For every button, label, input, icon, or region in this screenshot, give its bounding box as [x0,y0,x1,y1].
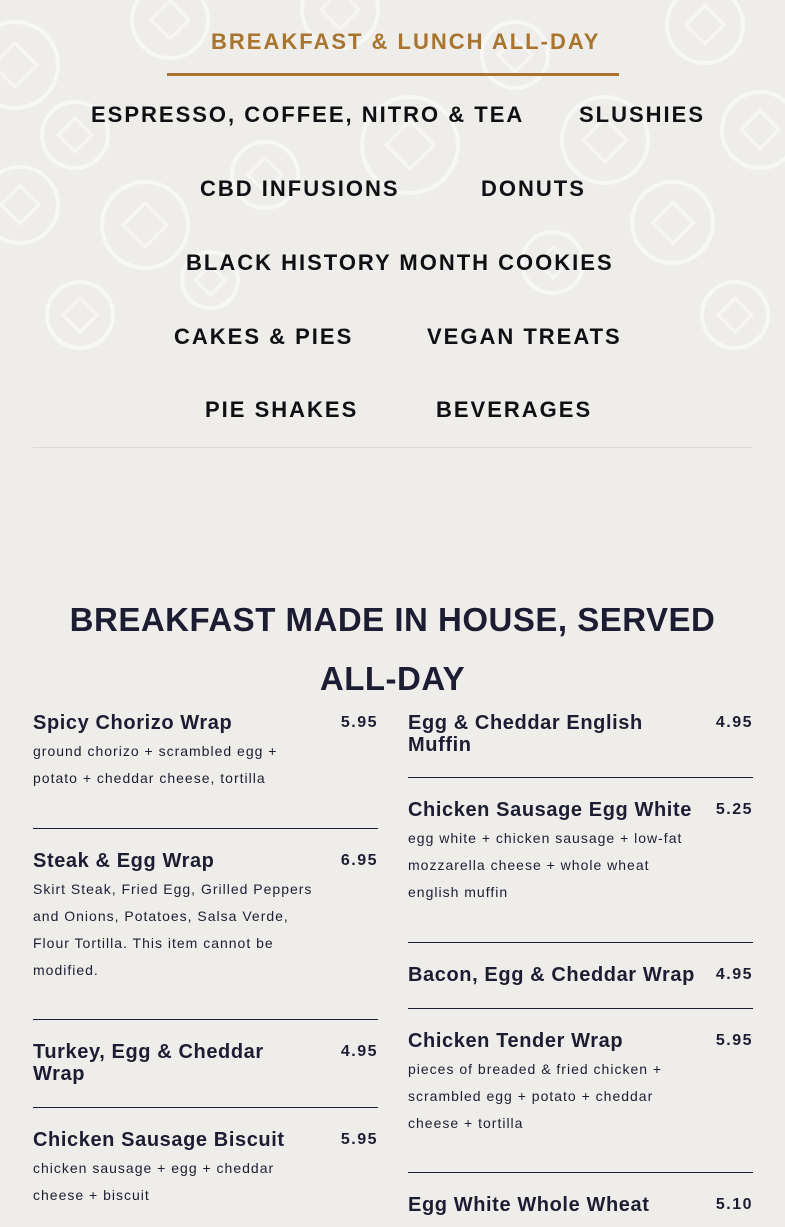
menu-item [33,712,378,792]
menu-item-name: Egg White Whole Wheat [408,1194,650,1216]
nav-link-cbd-infusions[interactable]: CBD INFUSIONS [200,176,400,201]
pattern-logo-icon [130,0,210,60]
menu-item-name: Turkey, Egg & Cheddar Wrap [33,1041,264,1085]
menu-item-description: ground chorizo + scrambled egg + potato + cheddar cheese, tortilla [33,743,278,786]
pattern-logo-icon [630,180,715,265]
decorative-pattern [0,0,785,440]
pattern-logo-icon [665,0,745,65]
menu-item-price: 6.95 [340,852,378,869]
menu-item [408,964,753,986]
nav-link-espresso[interactable]: ESPRESSO, COFFEE, NITRO & TEA [91,102,525,127]
menu-item-divider [33,1019,378,1020]
menu-item-price: 5.95 [340,1131,378,1148]
pattern-logo-icon [45,280,115,350]
menu-item-name: Bacon, Egg & Cheddar Wrap [408,964,695,986]
menu-item [408,1030,753,1137]
menu-item-divider [408,1172,753,1173]
menu-item-divider [408,1008,753,1009]
menu-item [408,712,753,756]
menu-item-price: 4.95 [715,966,753,983]
nav-link-donuts[interactable]: DONUTS [481,176,586,201]
menu-item-divider [408,942,753,943]
active-tab-underline [167,73,619,76]
pattern-logo-icon [700,280,770,350]
menu-item-price: 5.10 [715,1196,753,1213]
menu-item [408,1194,753,1216]
pattern-logo-icon [0,20,60,110]
menu-item-name: Spicy Chorizo Wrap [33,712,233,734]
nav-link-vegan-treats[interactable]: VEGAN TREATS [427,324,622,349]
menu-item-price: 5.95 [340,714,378,731]
menu-item-description: pieces of breaded & fried chicken + scrambled egg + potato + cheddar cheese + tortilla [408,1061,663,1131]
menu-item-price: 5.95 [715,1032,753,1049]
section-title: BREAKFAST MADE IN HOUSE, SERVED ALL-DAY [69,601,716,697]
pattern-logo-icon [720,90,785,170]
menu-item-divider [33,1107,378,1108]
menu-item-name: Chicken Tender Wrap [408,1030,624,1052]
nav-link-breakfast-lunch[interactable]: BREAKFAST & LUNCH ALL-DAY [211,29,601,54]
menu-item-price: 4.95 [715,714,753,731]
menu-item [33,1129,378,1209]
nav-link-cakes-pies[interactable]: CAKES & PIES [174,324,354,349]
menu-item-name: Chicken Sausage Egg White [408,799,692,821]
menu-item-name: Chicken Sausage Biscuit [33,1129,285,1151]
menu-item [408,799,753,906]
nav-divider [33,447,753,448]
menu-item-divider [408,777,753,778]
menu-item [33,850,378,984]
menu-item-name: Egg & Cheddar English Muffin [408,712,643,756]
menu-item-price: 4.95 [340,1043,378,1060]
menu-item-price: 5.25 [715,801,753,818]
pattern-logo-icon [100,180,190,270]
menu-item-name: Steak & Egg Wrap [33,850,215,872]
menu-item [33,1041,378,1085]
nav-link-pie-shakes[interactable]: PIE SHAKES [205,397,359,422]
nav-link-beverages[interactable]: BEVERAGES [436,397,593,422]
menu-item-divider [33,828,378,829]
nav-link-slushies[interactable]: SLUSHIES [579,102,706,127]
menu-item-description: egg white + chicken sausage + low-fat mozzarella cheese + whole wheat english muffin [408,830,683,900]
nav-link-bhm-cookies[interactable]: BLACK HISTORY MONTH COOKIES [186,250,614,275]
menu-item-description: Skirt Steak, Fried Egg, Grilled Peppers and Onions, Potatoes, Salsa Verde, Flour Tortilla. This item cannot be modified. [33,881,313,978]
menu-item-description: chicken sausage + egg + cheddar cheese + biscuit [33,1160,275,1203]
pattern-logo-icon [0,165,60,245]
